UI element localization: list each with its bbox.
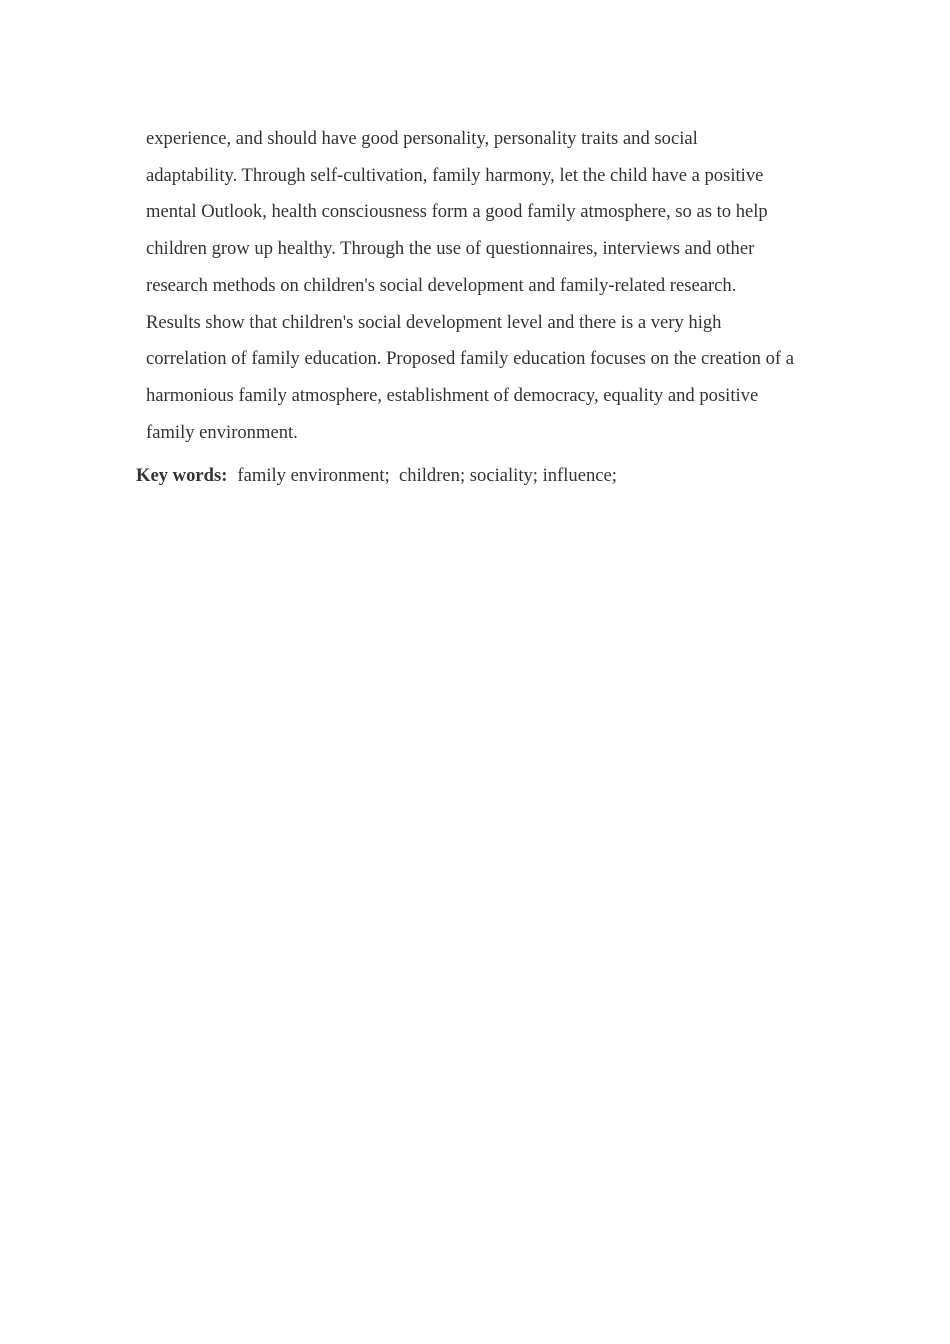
abstract-line: experience, and should have good personality, personality traits and social	[146, 128, 698, 149]
abstract-line: Results show that children's social development level and there is a very high	[146, 311, 722, 333]
abstract-line: family environment.	[146, 421, 298, 443]
keywords-value: family environment; children; sociality; influence;	[237, 465, 617, 486]
abstract-line: adaptability. Through self-cultivation, family harmony, let the child have a positive	[146, 164, 764, 186]
abstract-line: children grow up healthy. Through the use of questionnaires, interviews and other	[146, 238, 755, 260]
keywords-label: Key words:	[136, 465, 228, 486]
keywords-line	[136, 458, 617, 494]
abstract-line: correlation of family education. Proposed family education focuses on the creation of a	[146, 348, 794, 370]
abstract-line: research methods on children's social development and family-related research.	[146, 274, 737, 296]
abstract-text	[146, 121, 836, 451]
abstract-line: harmonious family atmosphere, establishment of democracy, equality and positive	[146, 384, 759, 406]
abstract-line: mental Outlook, health consciousness form a good family atmosphere, so as to help	[146, 201, 768, 223]
